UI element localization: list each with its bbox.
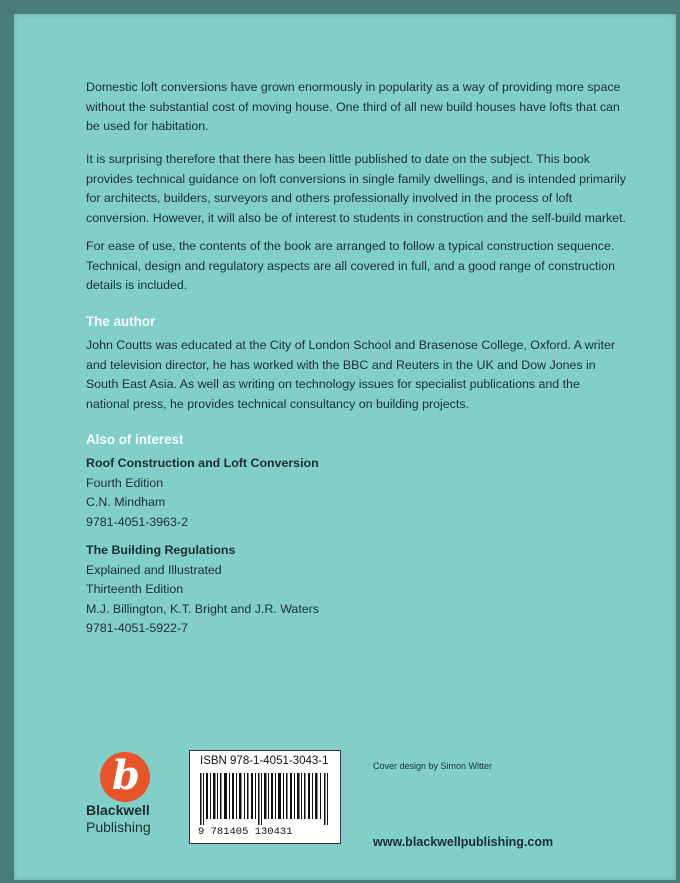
related-book-subtitle: Explained and Illustrated <box>86 562 222 577</box>
related-book-edition: Thirteenth Edition <box>86 582 184 596</box>
author-bio: John Coutts was educated at the City of London School and Brasenose College, Oxford. A writer and television director, he has worked with the BBC and Reuters in the UK and Dow Jones in South East Asia. As well as writing on technology issues for specialist publications and the national press, he provides technical consultancy on building projects. <box>86 338 615 411</box>
related-book-edition: Fourth Edition <box>86 475 164 490</box>
intro-paragraph-1: Domestic loft conversions have grown enormously in popularity as a way of providing more space without the substantial cost of moving house. One third of all new build houses have lofts that can be used for habitation. <box>86 80 621 133</box>
publisher-sub: Publishing <box>86 819 151 835</box>
related-book-title: Roof Construction and Loft Conversion <box>86 456 319 470</box>
author-heading: The author <box>86 314 156 329</box>
barcode-icon <box>200 773 330 825</box>
cover-design-credit: Cover design by Simon Witter <box>373 761 493 771</box>
blackwell-logo-icon: b <box>100 752 150 802</box>
related-book-isbn: 9781-4051-3963-2 <box>86 514 188 529</box>
isbn-barcode <box>189 750 341 844</box>
related-book-authors: M.J. Billington, K.T. Bright and J.R. Waters <box>86 601 319 616</box>
related-book-author: C.N. Mindham <box>86 495 166 509</box>
intro-paragraph-2: It is surprising therefore that there has been little published to date on the subject. This book provides technical guidance on loft conversions in single family dwellings, and is intended primarily for architects, builders, surveyors and others professionally involved in the process of loft conversion. However, it will also be of interest to students in construction and the self-build market. <box>86 152 626 225</box>
related-book-2 <box>86 541 626 639</box>
also-of-interest-heading: Also of interest <box>86 432 184 447</box>
isbn-text: ISBN 978-1-4051-3043-1 <box>200 755 329 767</box>
publisher-url[interactable]: www.blackwellpublishing.com <box>373 835 554 849</box>
related-book-1 <box>86 454 626 532</box>
back-cover <box>14 14 676 880</box>
publisher-logo <box>86 752 176 836</box>
related-book-title: The Building Regulations <box>86 543 236 557</box>
isbn-number: 9 781405 130431 <box>198 826 293 838</box>
related-book-isbn: 9781-4051-5922-7 <box>86 621 188 635</box>
publisher-name: Blackwell <box>86 802 150 818</box>
intro-paragraph-3: For ease of use, the contents of the book are arranged to follow a typical construction sequence. Technical, design and regulatory aspects are all covered in full, and a good range of construction details is included. <box>86 239 615 292</box>
